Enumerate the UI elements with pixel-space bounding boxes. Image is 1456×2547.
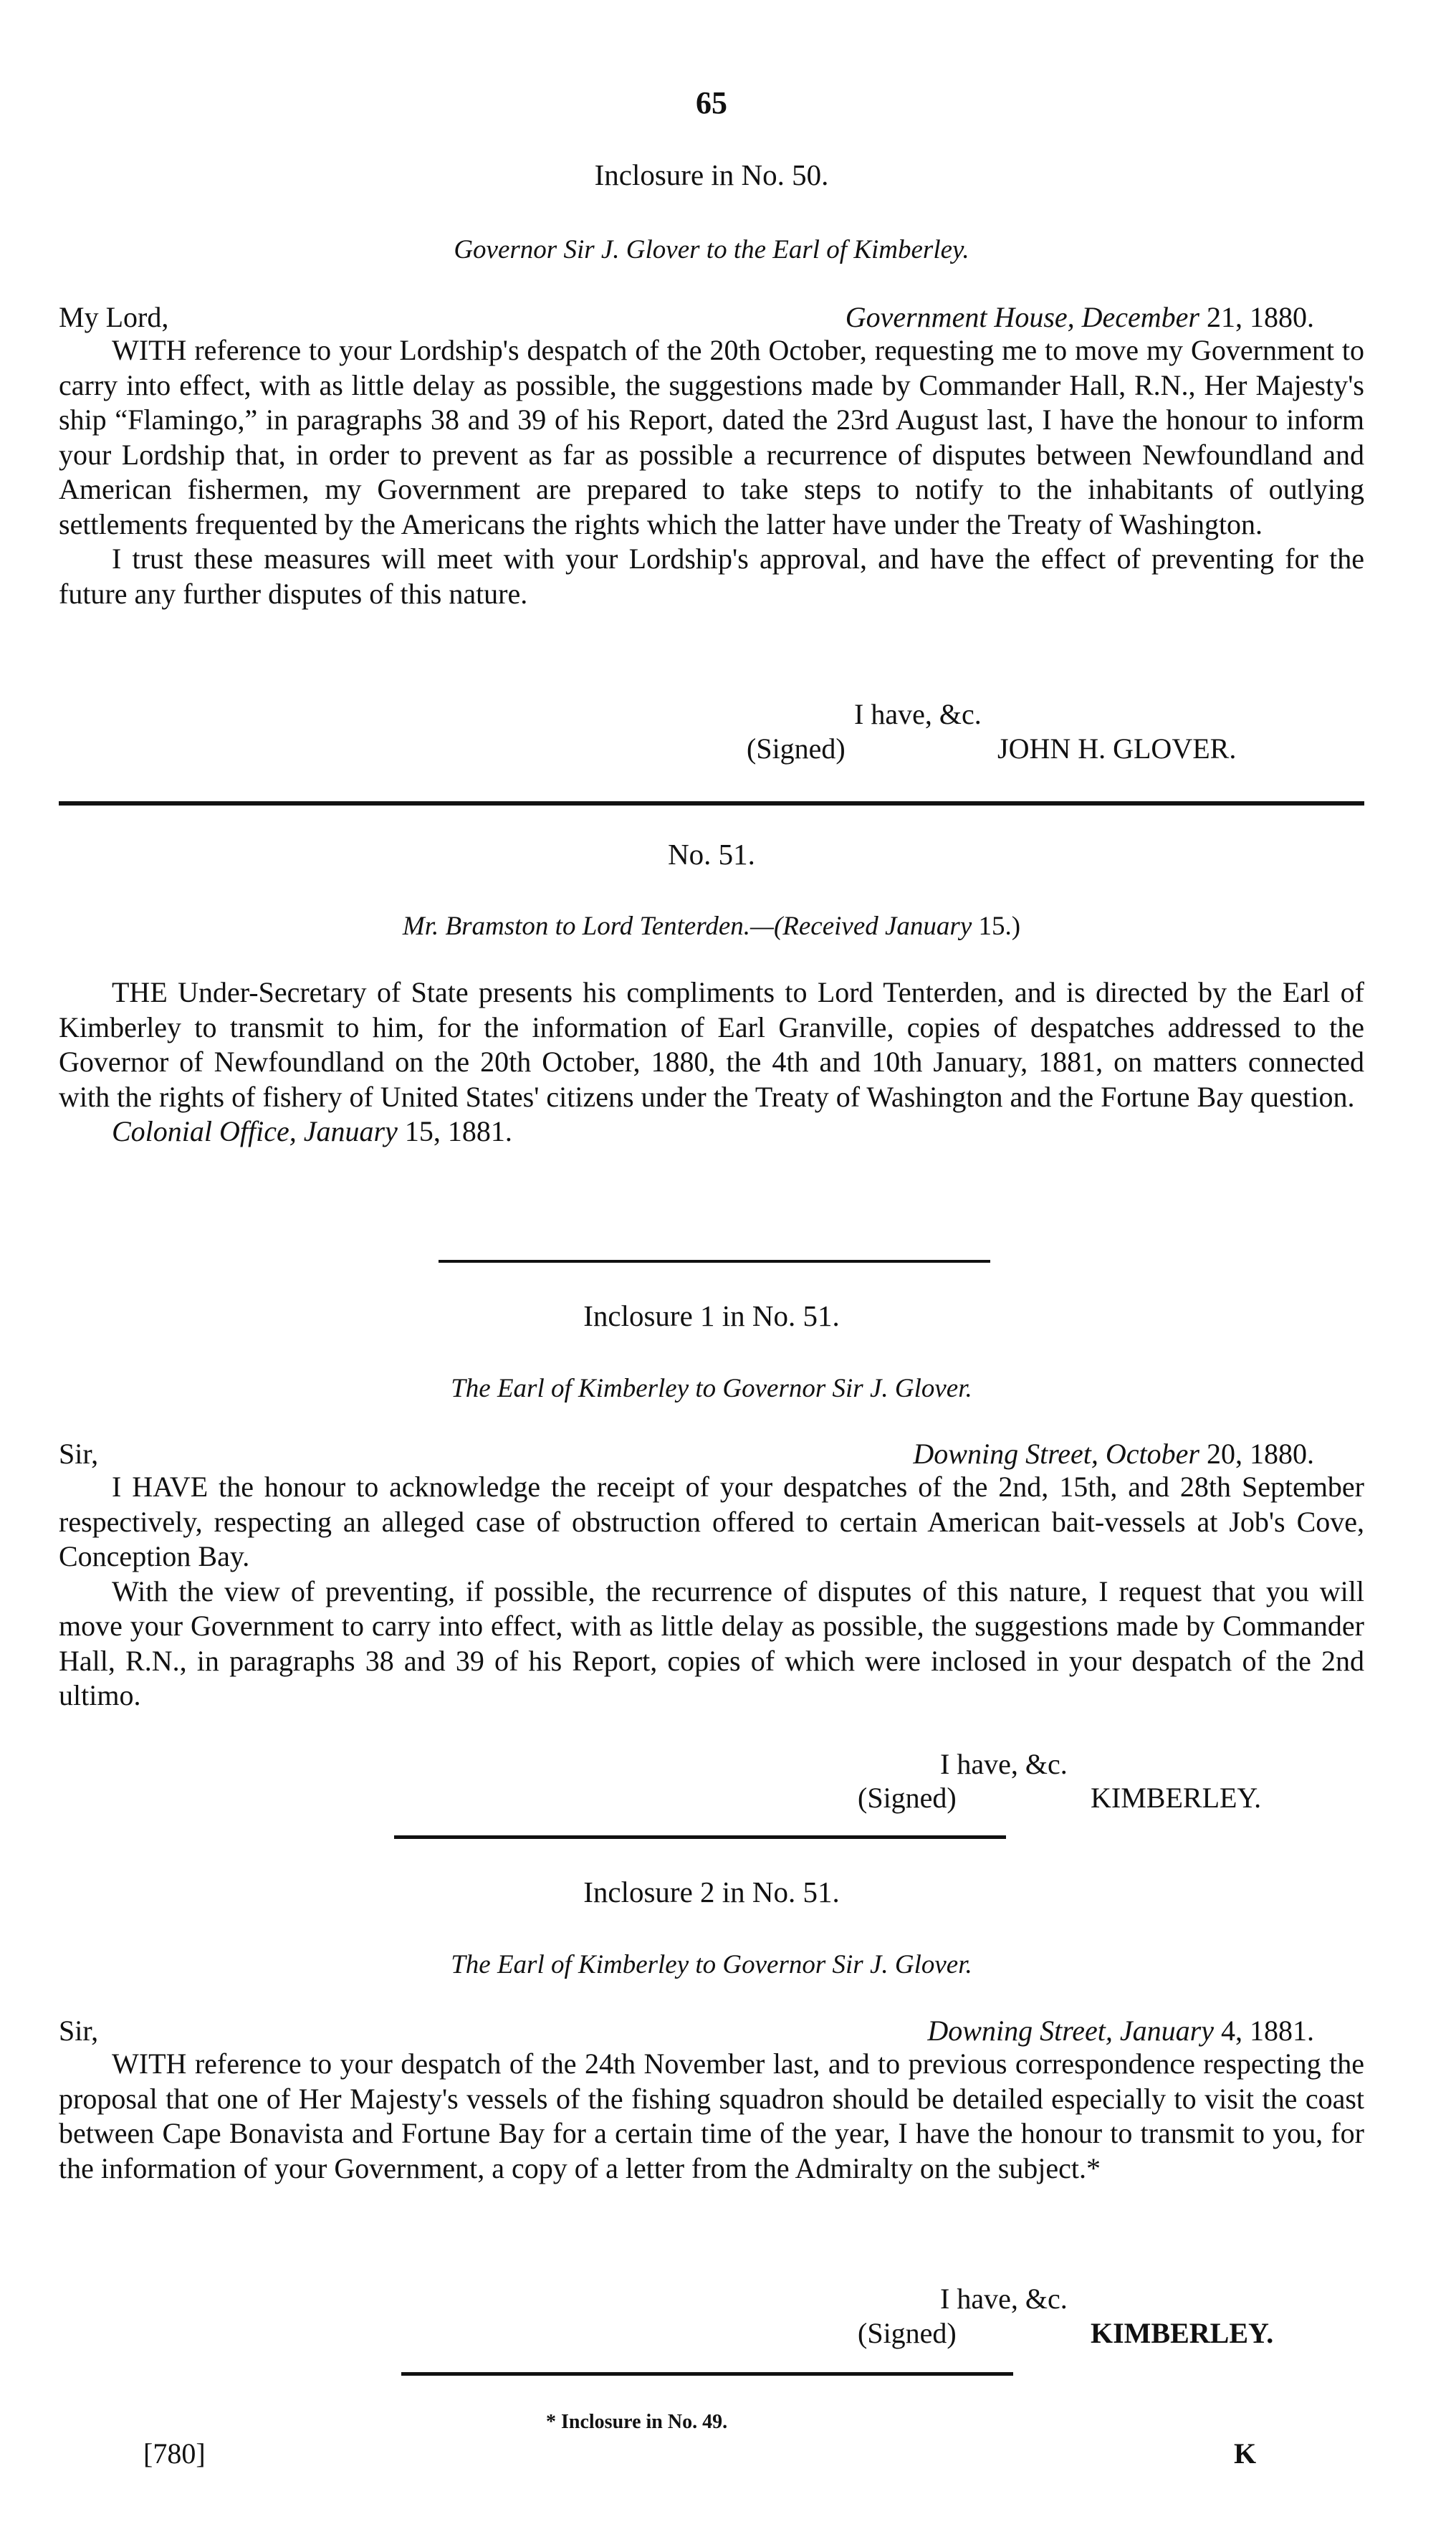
salutation: Sir, (59, 2015, 99, 2047)
section-divider (59, 801, 1364, 806)
signer: KIMBERLEY. (1091, 2317, 1274, 2349)
section-divider (439, 1260, 990, 1263)
place-date: Government House, December 21, 1880. (845, 301, 1314, 333)
signed-label: (Signed) (747, 732, 846, 765)
paragraph: I trust these measures will meet with your Lordship's approval, and have the effect of preventing for the future any further disputes of this nature. (59, 543, 1364, 610)
signer: KIMBERLEY. (1091, 1782, 1262, 1814)
section-divider (394, 1835, 1006, 1839)
print-code: [780] (143, 2437, 206, 2470)
no-51-subheading: Mr. Bramston to Lord Tenterden.—(Received January 15.) (402, 912, 1021, 941)
enclosure-50-subheading: Governor Sir J. Glover to the Earl of Kimberley. (454, 235, 969, 264)
paragraph: THE Under-Secretary of State presents his compliments to Lord Tenterden, and is directed by the Earl of Kimberley to transmit to him, for the information of Earl Granville, copies of despatches addressed to the Governor of Newfoundland on the 20th October, 1880, the 4th and 10th January, 1881, on matters connected with the rights of fishery of United States' citizens under the Treaty of Washington and the Fortune Bay question. (59, 976, 1364, 1113)
footnote: * Inclosure in No. 49. (546, 2411, 728, 2433)
closing: I have, &c. (940, 2283, 1068, 2315)
enclosure-50-heading: Inclosure in No. 50. (594, 158, 829, 191)
enclosure-2-subheading: The Earl of Kimberley to Governor Sir J. Glover. (451, 1950, 972, 1979)
paragraph: WITH reference to your despatch of the 24th November last, and to previous correspondence respecting the proposal that one of Her Majesty's vessels of the fishing squadron should be detailed especially to visit the coast between Cape Bonavista and Fortune Bay for a certain time of the year, I have the honour to transmit to you, for the information of your Government, a copy of a letter from the Admiralty on the subject.* (59, 2047, 1364, 2184)
signer: JOHN H. GLOVER. (997, 732, 1237, 765)
section-divider (401, 2372, 1013, 2376)
enclosure-50-body (59, 333, 1364, 611)
place-date: Downing Street, October 20, 1880. (913, 1438, 1314, 1470)
closing: I have, &c. (854, 698, 982, 730)
no-51-heading: No. 51. (668, 838, 755, 871)
no-51-body (59, 975, 1364, 1150)
enclosure-1-heading: Inclosure 1 in No. 51. (583, 1299, 840, 1332)
salutation: My Lord, (59, 301, 169, 333)
signature-mark: K (1234, 2437, 1257, 2470)
enclosure-1-subheading: The Earl of Kimberley to Governor Sir J. Glover. (451, 1374, 972, 1403)
place-date: Downing Street, January 4, 1881. (927, 2015, 1314, 2047)
salutation: Sir, (59, 1438, 99, 1470)
paragraph: With the view of preventing, if possible, the recurrence of disputes of this nature, I request that you will move your Government to carry into effect, with as little delay as possible, the suggestions made by Commander Hall, R.N., in paragraphs 38 and 39 of his Report, copies of which were inclosed in your despatch of the 2nd ultimo. (59, 1574, 1364, 1711)
page-number: 65 (696, 85, 727, 120)
signed-label: (Signed) (858, 1782, 957, 1814)
closing: I have, &c. (940, 1748, 1068, 1780)
paragraph: WITH reference to your Lordship's despatch of the 20th October, requesting me to move my Government to carry into effect, with as little delay as possible, the suggestions made by Commander Hall, R.N., Her Majesty's ship “Flamingo,” in paragraphs 38 and 39 of his Report, dated the 23rd August last, I have the honour to inform your Lordship that, in order to prevent as far as possible a recurrence of disputes between Newfoundland and American fishermen, my Government are prepared to take steps to notify to the inhabitants of outlying settlements frequented by the Americans the rights which the latter have under the Treaty of Washington. (59, 334, 1364, 540)
enclosure-2-body (59, 2047, 1364, 2186)
office-date: Colonial Office, January 15, 1881. (112, 1115, 512, 1147)
enclosure-2-heading: Inclosure 2 in No. 51. (583, 1875, 840, 1908)
enclosure-1-body (59, 1470, 1364, 1714)
signed-label: (Signed) (858, 2317, 957, 2349)
paragraph: I HAVE the honour to acknowledge the receipt of your despatches of the 2nd, 15th, and 28th September respectively, respecting an alleged case of obstruction offered to certain American bait-vessels at Job's Cove, Conception Bay. (59, 1471, 1364, 1572)
